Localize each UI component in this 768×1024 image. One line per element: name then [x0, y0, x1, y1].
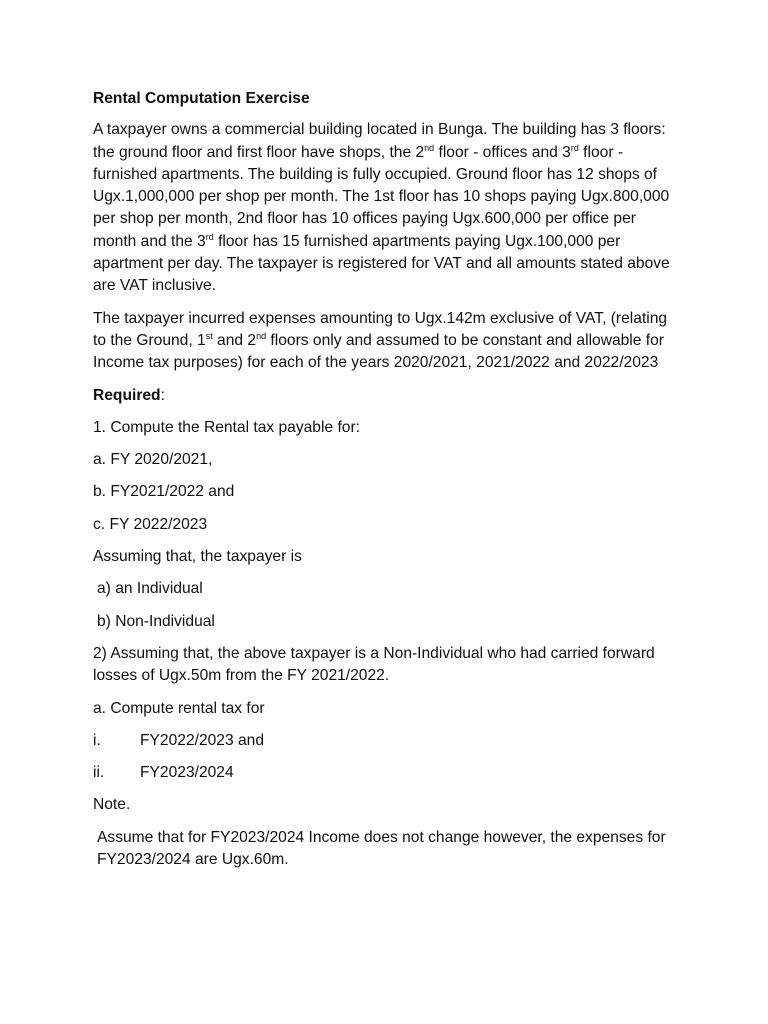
question-1: 1. Compute the Rental tax payable for:	[93, 418, 360, 436]
question-1b: b. FY2021/2022 and	[93, 483, 235, 501]
scenario-text-1: A taxpayer owns a commercial building located in Bunga. The building has 3 floors: the ground floor and first floor have shops, the 2	[93, 121, 666, 161]
question-1c: c. FY 2022/2023	[93, 515, 208, 533]
expenses-text-1: The taxpayer incurred expenses amounting to Ugx.142m exclusive of VAT, (relating to the Ground, 1	[93, 309, 668, 349]
option-non-individual: b) Non-Individual	[97, 612, 215, 630]
expenses-text-2: and 2	[212, 331, 257, 349]
list-item-text: FY2022/2023 and	[140, 731, 264, 749]
ordinal-superscript: nd	[256, 330, 267, 341]
scenario-text-4: floor has 15 furnished apartments paying Ugx.100,000 per apartment per day. The taxpayer is registered for VAT and all amounts stated above are VAT inclusive.	[93, 232, 670, 295]
option-individual: a) an Individual	[97, 580, 203, 598]
question-2a: a. Compute rental tax for	[93, 699, 265, 717]
list-item	[93, 730, 683, 752]
assumption-line: Assuming that, the taxpayer is	[93, 548, 302, 566]
expenses-text-3: floors only and assumed to be constant and allowable for Income tax purposes) for each of the years 2020/2021, 2021/2022 and 2022/2023	[93, 331, 664, 372]
document-page	[93, 88, 683, 881]
ordinal-superscript: st	[205, 330, 213, 341]
note-text: Assume that for FY2023/2024 Income does not change however, the expenses for FY2023/2024 are Ugx.60m.	[97, 828, 666, 869]
required-colon: :	[160, 386, 165, 404]
required-label: Required	[93, 386, 161, 404]
list-item	[93, 762, 683, 784]
scenario-paragraph	[93, 119, 683, 297]
expenses-paragraph	[93, 308, 683, 375]
note-label: Note.	[93, 796, 131, 814]
ordinal-superscript: rd	[570, 142, 579, 153]
scenario-text-3: floor - furnished apartments. The building is fully occupied. Ground floor has 12 shops of Ugx.1,000,000 per shop per month. The 1st floor has 10 shops paying Ugx.800,000 per shop per month, 2nd floor has 10 offices paying Ugx.600,000 per office per month and the 3	[93, 143, 670, 250]
list-item-text: FY2023/2024	[140, 764, 234, 782]
question-1a: a. FY 2020/2021,	[93, 451, 213, 469]
ordinal-superscript: rd	[205, 231, 214, 242]
question-2: 2) Assuming that, the above taxpayer is a Non-Individual who had carried forward losses of Ugx.50m from the FY 2021/2022.	[93, 644, 655, 685]
list-item-number: ii.	[93, 764, 105, 782]
document-title: Rental Computation Exercise	[93, 90, 310, 107]
scenario-text-2: floor - offices and 3	[434, 143, 571, 161]
ordinal-superscript: nd	[424, 142, 435, 153]
required-heading	[93, 385, 683, 407]
list-item-number: i.	[93, 731, 101, 749]
